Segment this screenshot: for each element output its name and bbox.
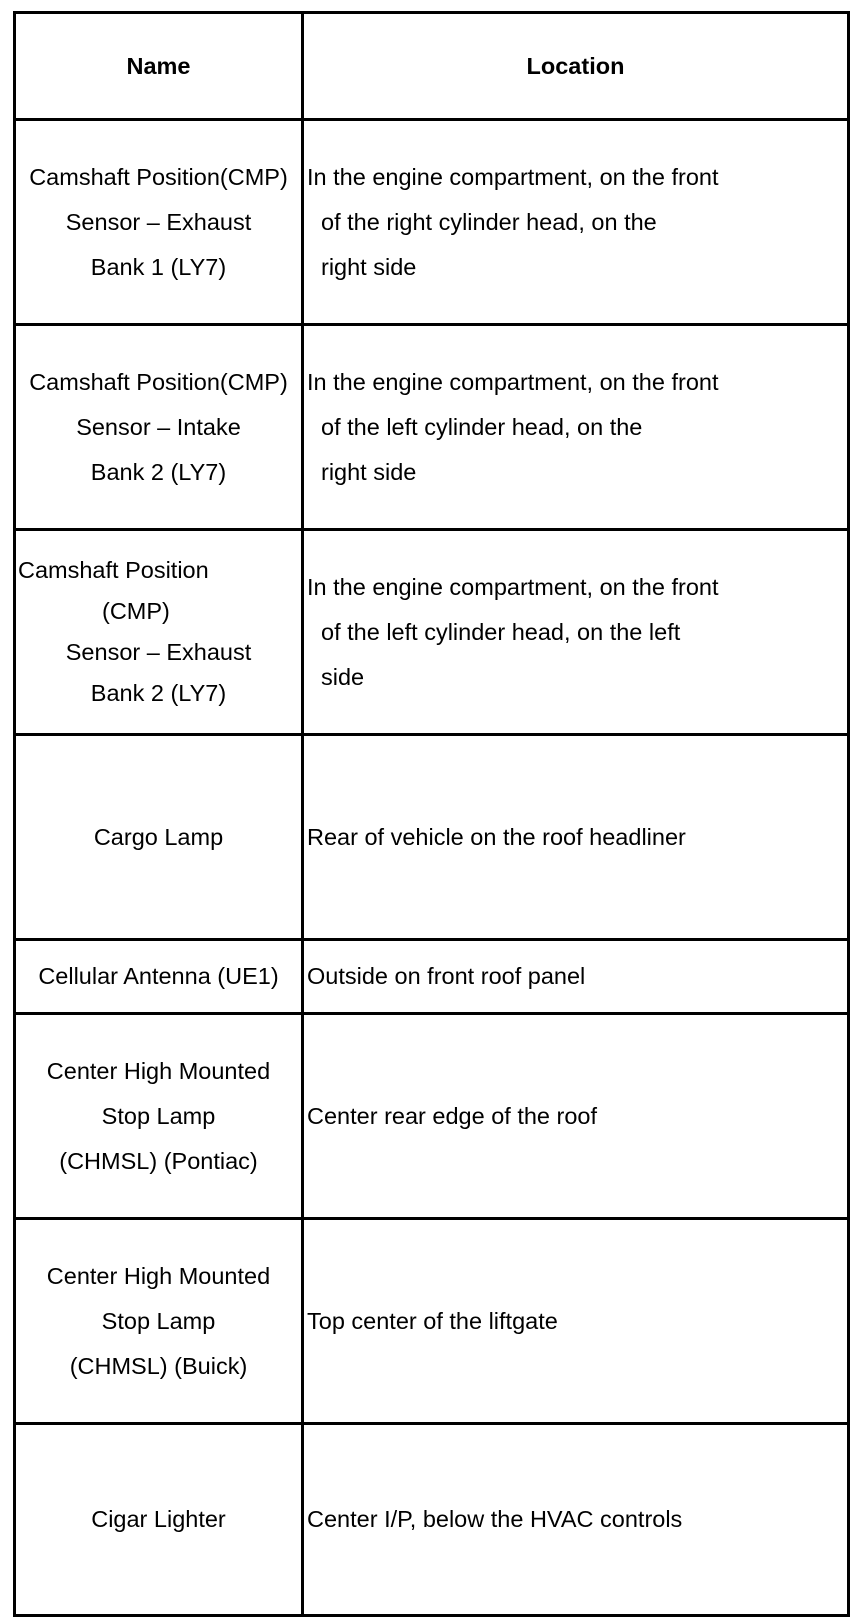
name-line: (CHMSL) (Pontiac) xyxy=(59,1147,258,1174)
name-line: Bank 2 (LY7) xyxy=(90,458,227,485)
name-line: Cigar Lighter xyxy=(91,1506,226,1532)
location-line: of the left cylinder head, on the left xyxy=(321,618,681,645)
name-line: Sensor – Intake xyxy=(76,413,241,440)
header-name: Name xyxy=(15,13,303,120)
location-line: right side xyxy=(321,458,417,485)
table-row xyxy=(15,940,849,1014)
name-cell xyxy=(15,1014,303,1219)
location-line: right side xyxy=(321,253,417,280)
location-line: side xyxy=(321,663,365,690)
name-line: Center High Mounted xyxy=(46,1057,271,1084)
location-cell xyxy=(303,735,849,940)
location-line: Center rear edge of the roof xyxy=(307,1102,598,1129)
table-row xyxy=(15,120,849,325)
name-cell xyxy=(15,940,303,1014)
header-row xyxy=(15,13,849,120)
location-cell xyxy=(303,530,849,735)
name-line: Camshaft Position(CMP) xyxy=(29,368,288,395)
name-line: Stop Lamp xyxy=(101,1307,216,1334)
name-line: Bank 1 (LY7) xyxy=(90,253,227,280)
location-line: Rear of vehicle on the roof headliner xyxy=(307,823,686,850)
location-line: Center I/P, below the HVAC controls xyxy=(307,1506,683,1532)
name-line: Camshaft Position(CMP) xyxy=(29,163,288,190)
name-cell xyxy=(15,530,303,735)
table-row xyxy=(15,1424,849,1616)
name-cell xyxy=(15,325,303,530)
location-line: In the engine compartment, on the front xyxy=(307,368,719,395)
location-cell xyxy=(303,940,849,1014)
location-cell xyxy=(303,120,849,325)
name-line: Bank 2 (LY7) xyxy=(90,680,227,706)
name-line: Cargo Lamp xyxy=(93,823,224,850)
table-row xyxy=(15,325,849,530)
name-cell xyxy=(15,1219,303,1424)
location-line: In the engine compartment, on the front xyxy=(307,573,719,600)
name-line: Stop Lamp xyxy=(101,1102,216,1129)
location-line: of the left cylinder head, on the xyxy=(321,413,643,440)
name-line: Camshaft Position xyxy=(18,557,209,583)
name-cell xyxy=(15,120,303,325)
header-location: Location xyxy=(303,13,849,120)
table-row xyxy=(15,530,849,735)
location-line: of the right cylinder head, on the xyxy=(321,208,657,235)
table-row xyxy=(15,1014,849,1219)
location-cell xyxy=(303,1014,849,1219)
name-line: (CHMSL) (Buick) xyxy=(69,1352,248,1379)
location-cell xyxy=(303,1424,849,1616)
name-line: Sensor – Exhaust xyxy=(65,639,252,665)
name-cell xyxy=(15,1424,303,1616)
location-cell xyxy=(303,1219,849,1424)
name-line: Sensor – Exhaust xyxy=(65,208,252,235)
location-line: In the engine compartment, on the front xyxy=(307,163,719,190)
component-location-table xyxy=(13,11,850,1617)
location-line: Outside on front roof panel xyxy=(307,963,586,989)
name-cell xyxy=(15,735,303,940)
table-row xyxy=(15,735,849,940)
name-line: (CMP) xyxy=(102,598,170,624)
name-line: Center High Mounted xyxy=(46,1262,271,1289)
table-row xyxy=(15,1219,849,1424)
location-line: Top center of the liftgate xyxy=(307,1307,558,1334)
name-line: Cellular Antenna (UE1) xyxy=(38,963,279,989)
location-cell xyxy=(303,325,849,530)
